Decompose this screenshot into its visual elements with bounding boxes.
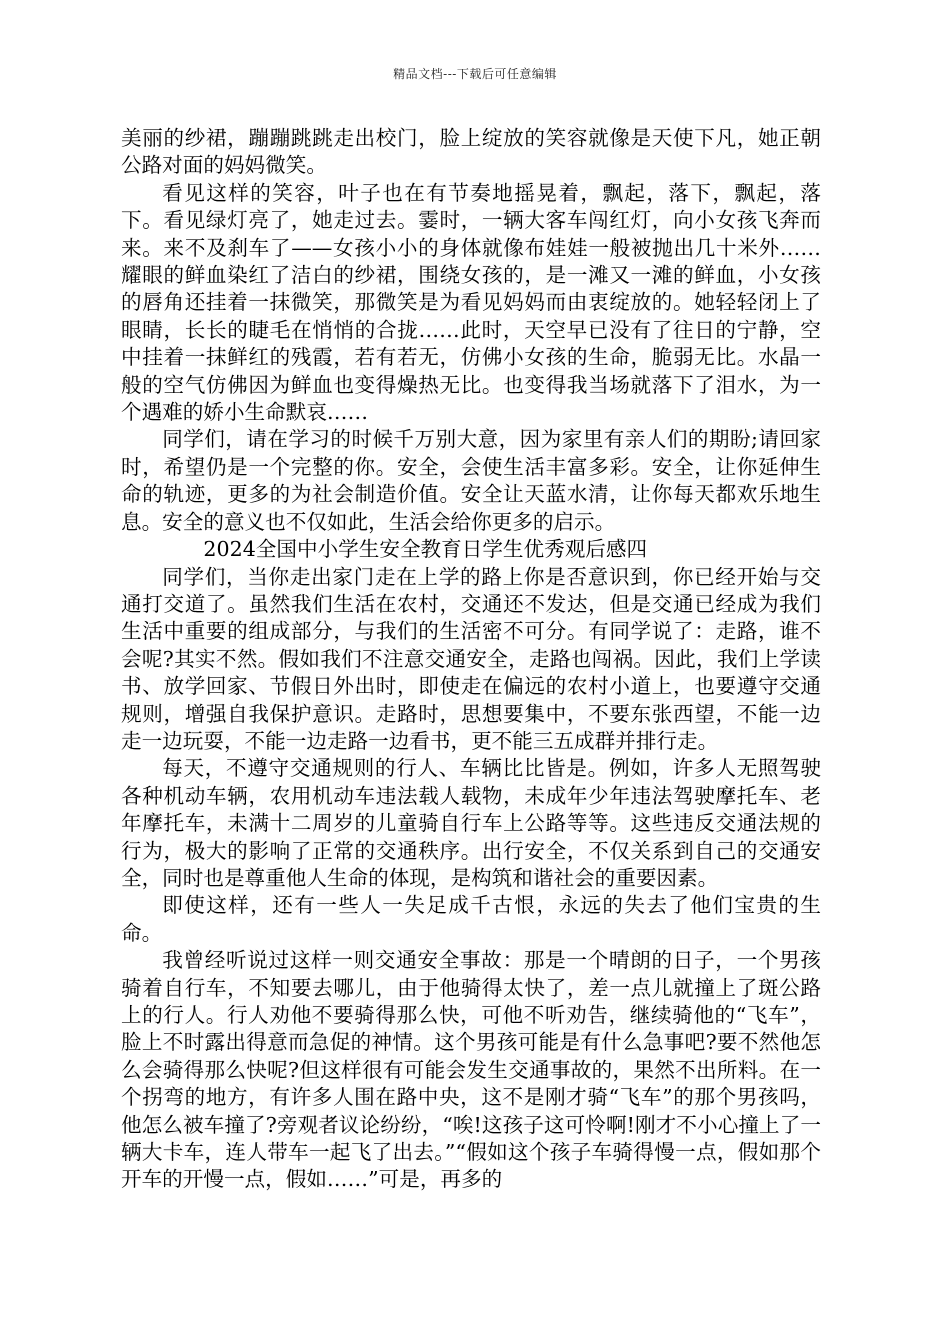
document-body xyxy=(121,125,821,1194)
page-header: 精品文档---下载后可任意编辑 xyxy=(393,67,557,81)
paragraph-5: 每天，不遵守交通规则的行人、车辆比比皆是。例如，许多人无照驾驶各种机动车辆，农用机动车违法载人载物，未成年少年违法驾驶摩托车、老年摩托车，未满十二周岁的儿童骑自行车上公路等等。这些违反交通法规的行为，极大的影响了正常的交通秩序。出行安全，不仅关系到自己的交通安全，同时也是尊重他人生命的体现，是构筑和谐社会的重要因素。 xyxy=(121,756,821,890)
paragraph-2: 看见这样的笑容，叶子也在有节奏地摇晃着，飘起，落下，飘起，落下。看见绿灯亮了，她走过去。霎时，一辆大客车闯红灯，向小女孩飞奔而来。来不及刹车了——女孩小小的身体就像布娃娃一般被抛出几十米外……耀眼的鲜血染红了洁白的纱裙，围绕女孩的，是一滩又一滩的鲜血，小女孩的唇角还挂着一抹微笑，那微笑是为看见妈妈而由衷绽放的。她轻轻闭上了眼睛，长长的睫毛在悄悄的合拢……此时，天空早已没有了往日的宁静，空中挂着一抹鲜红的残霞，若有若无，仿佛小女孩的生命，脆弱无比。水晶一般的空气仿佛因为鲜血也变得燥热无比。也变得我当场就落下了泪水，为一个遇难的娇小生命默哀…… xyxy=(121,180,821,425)
paragraph-3: 同学们，请在学习的时候千万别大意，因为家里有亲人们的期盼;请回家时，希望仍是一个完整的你。安全，会使生活丰富多彩。安全，让你延伸生命的轨迹，更多的为社会制造价值。安全让天蓝水清，让你每天都欢乐地生息。安全的意义也不仅如此，生活会给你更多的启示。 xyxy=(121,427,821,534)
paragraph-4: 同学们，当你走出家门走在上学的路上你是否意识到，你已经开始与交通打交道了。虽然我们生活在农村，交通还不发达，但是交通已经成为我们生活中重要的组成部分，与我们的生活密不可分。有同学说了：走路，谁不会呢?其实不然。假如我们不注意交通安全，走路也闯祸。因此，我们上学读书、放学回家、节假日外出时，即使走在偏远的农村小道上，也要遵守交通规则，增强自我保护意识。走路时，思想要集中，不要东张西望，不能一边走一边玩耍，不能一边走路一边看书，更不能三五成群并排行走。 xyxy=(121,564,821,753)
paragraph-6: 即使这样，还有一些人一失足成千古恨，永远的失去了他们宝贵的生命。 xyxy=(121,893,821,945)
section-heading: 2024全国中小学生安全教育日学生优秀观后感四 xyxy=(203,537,648,562)
paragraph-7: 我曾经听说过这样一则交通安全事故：那是一个晴朗的日子，一个男孩骑着自行车，不知要去哪儿，由于他骑得太快了，差一点儿就撞上了斑公路上的行人。行人劝他不要骑得那么快，可他不听劝告，继续骑他的“飞车”，脸上不时露出得意而急促的神情。这个男孩可能是有什么急事吧?要不然他怎么会骑得那么快呢?但这样很有可能会发生交通事故的，果然不出所料。在一个拐弯的地方，有许多人围在路中央，这不是刚才骑“飞车”的那个男孩吗，他怎么被车撞了?旁观者议论纷纷，“唉!这孩子这可怜啊!刚才不小心撞上了一辆大卡车，连人带车一起飞了出去。”“假如这个孩子车骑得慢一点，假如那个开车的开慢一点，假如……”可是，再多的 xyxy=(121,948,821,1192)
paragraph-1: 美丽的纱裙，蹦蹦跳跳走出校门，脸上绽放的笑容就像是天使下凡，她正朝公路对面的妈妈微笑。 xyxy=(121,126,821,178)
